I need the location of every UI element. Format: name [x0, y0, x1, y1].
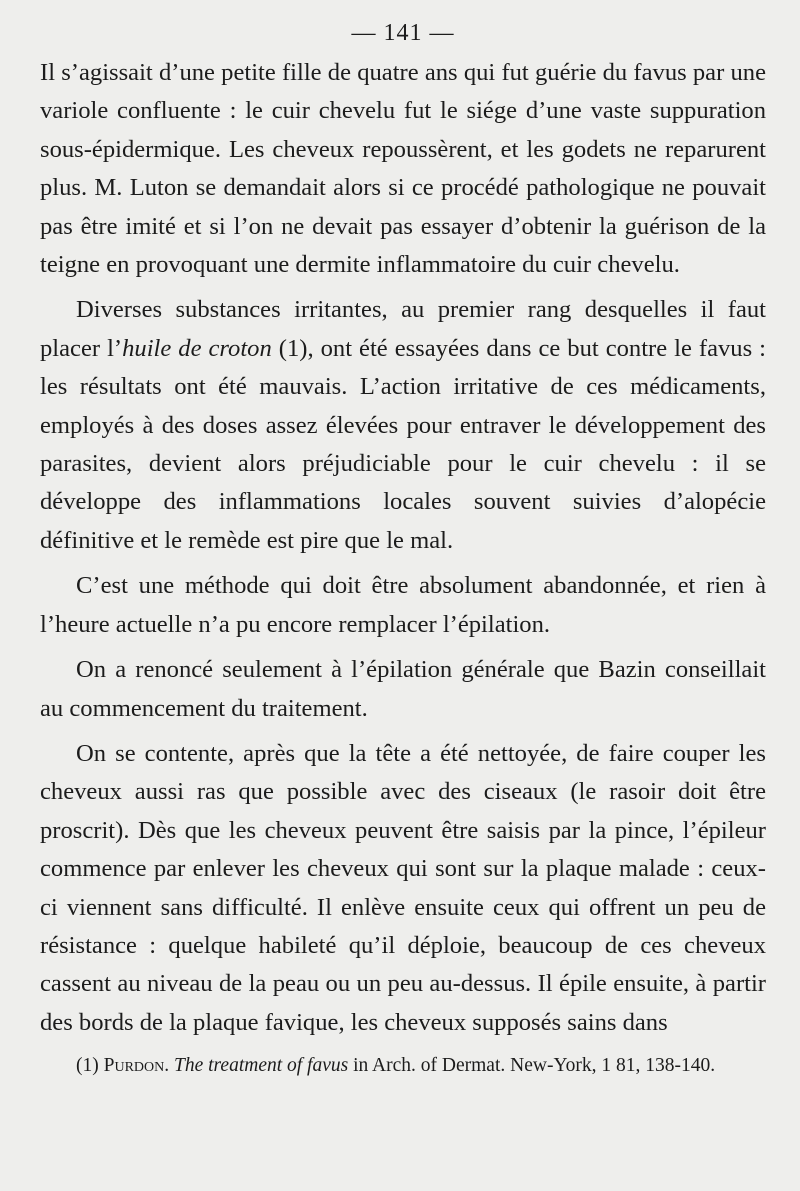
paragraph-2-text-after: (1), ont été essayées dans ce but contre le favus : les résultats ont été mauvais. L’action irritative de ces médicaments, employés à des doses assez élevées pour entraver le développement des parasites, devient alors préjudiciable pour le cuir chevelu : il se développe des inflammations locales souvent suivies d’alopécie définitive et le remède est pire que le mal. [40, 334, 766, 554]
paragraph-3 [40, 567, 766, 644]
footnote-title: The treatment of favus [169, 1055, 349, 1077]
paragraph-4 [40, 651, 766, 728]
footnote-marker: (1) [76, 1055, 104, 1077]
paragraph-1-text: Il s’agissait d’une petite fille de quatre ans qui fut guérie du favus par une variole confluente : le cuir chevelu fut le siége d’une vaste suppuration sous-épidermique. Les cheveux repoussèrent, et les godets ne reparurent plus. M. Luton se demandait alors si ce procédé pathologique ne pouvait pas être imité et si l’on ne devait pas essayer d’obtenir la guérison de la teigne en provoquant une dermite inflammatoire du cuir chevelu. [40, 59, 766, 279]
footnote-author: Purdon. [103, 1055, 170, 1077]
paragraph-1 [40, 54, 766, 284]
paragraph-2-text-before: Diverses substances irritantes, au premier rang desquelles il faut placer l’ [40, 296, 766, 362]
paragraph-2 [40, 291, 766, 560]
body-text [40, 54, 766, 1042]
footnote-rest: in Arch. of Dermat. New-York, 1 81, 138-140. [348, 1055, 716, 1077]
paragraph-5 [40, 735, 766, 1042]
paragraph-3-text: C’est une méthode qui doit être absolument abandonnée, et rien à l’heure actuelle n’a pu encore remplacer l’épilation. [40, 572, 766, 638]
paragraph-4-text: On a renoncé seulement à l’épilation générale que Bazin conseillait au commencement du traitement. [40, 656, 766, 722]
footnote [40, 1052, 766, 1079]
paragraph-5-text: On se contente, après que la tête a été nettoyée, de faire couper les cheveux aussi ras que possible avec des ciseaux (le rasoir doit être proscrit). Dès que les cheveux peuvent être saisis par la pince, l’épileur commence par enlever les cheveux qui sont sur la plaque malade : ceux-ci viennent sans difficulté. Il enlève ensuite ceux qui offrent un peu de résistance : quelque habileté qu’il déploie, beaucoup de ces cheveux cassent au niveau de la peau ou un peu au-dessus. Il épile ensuite, à partir des bords de la plaque favique, les cheveux supposés sains dans [40, 739, 766, 1036]
paragraph-2-emphasis: huile de croton [122, 334, 272, 362]
page-number: — 141 — [351, 20, 455, 46]
